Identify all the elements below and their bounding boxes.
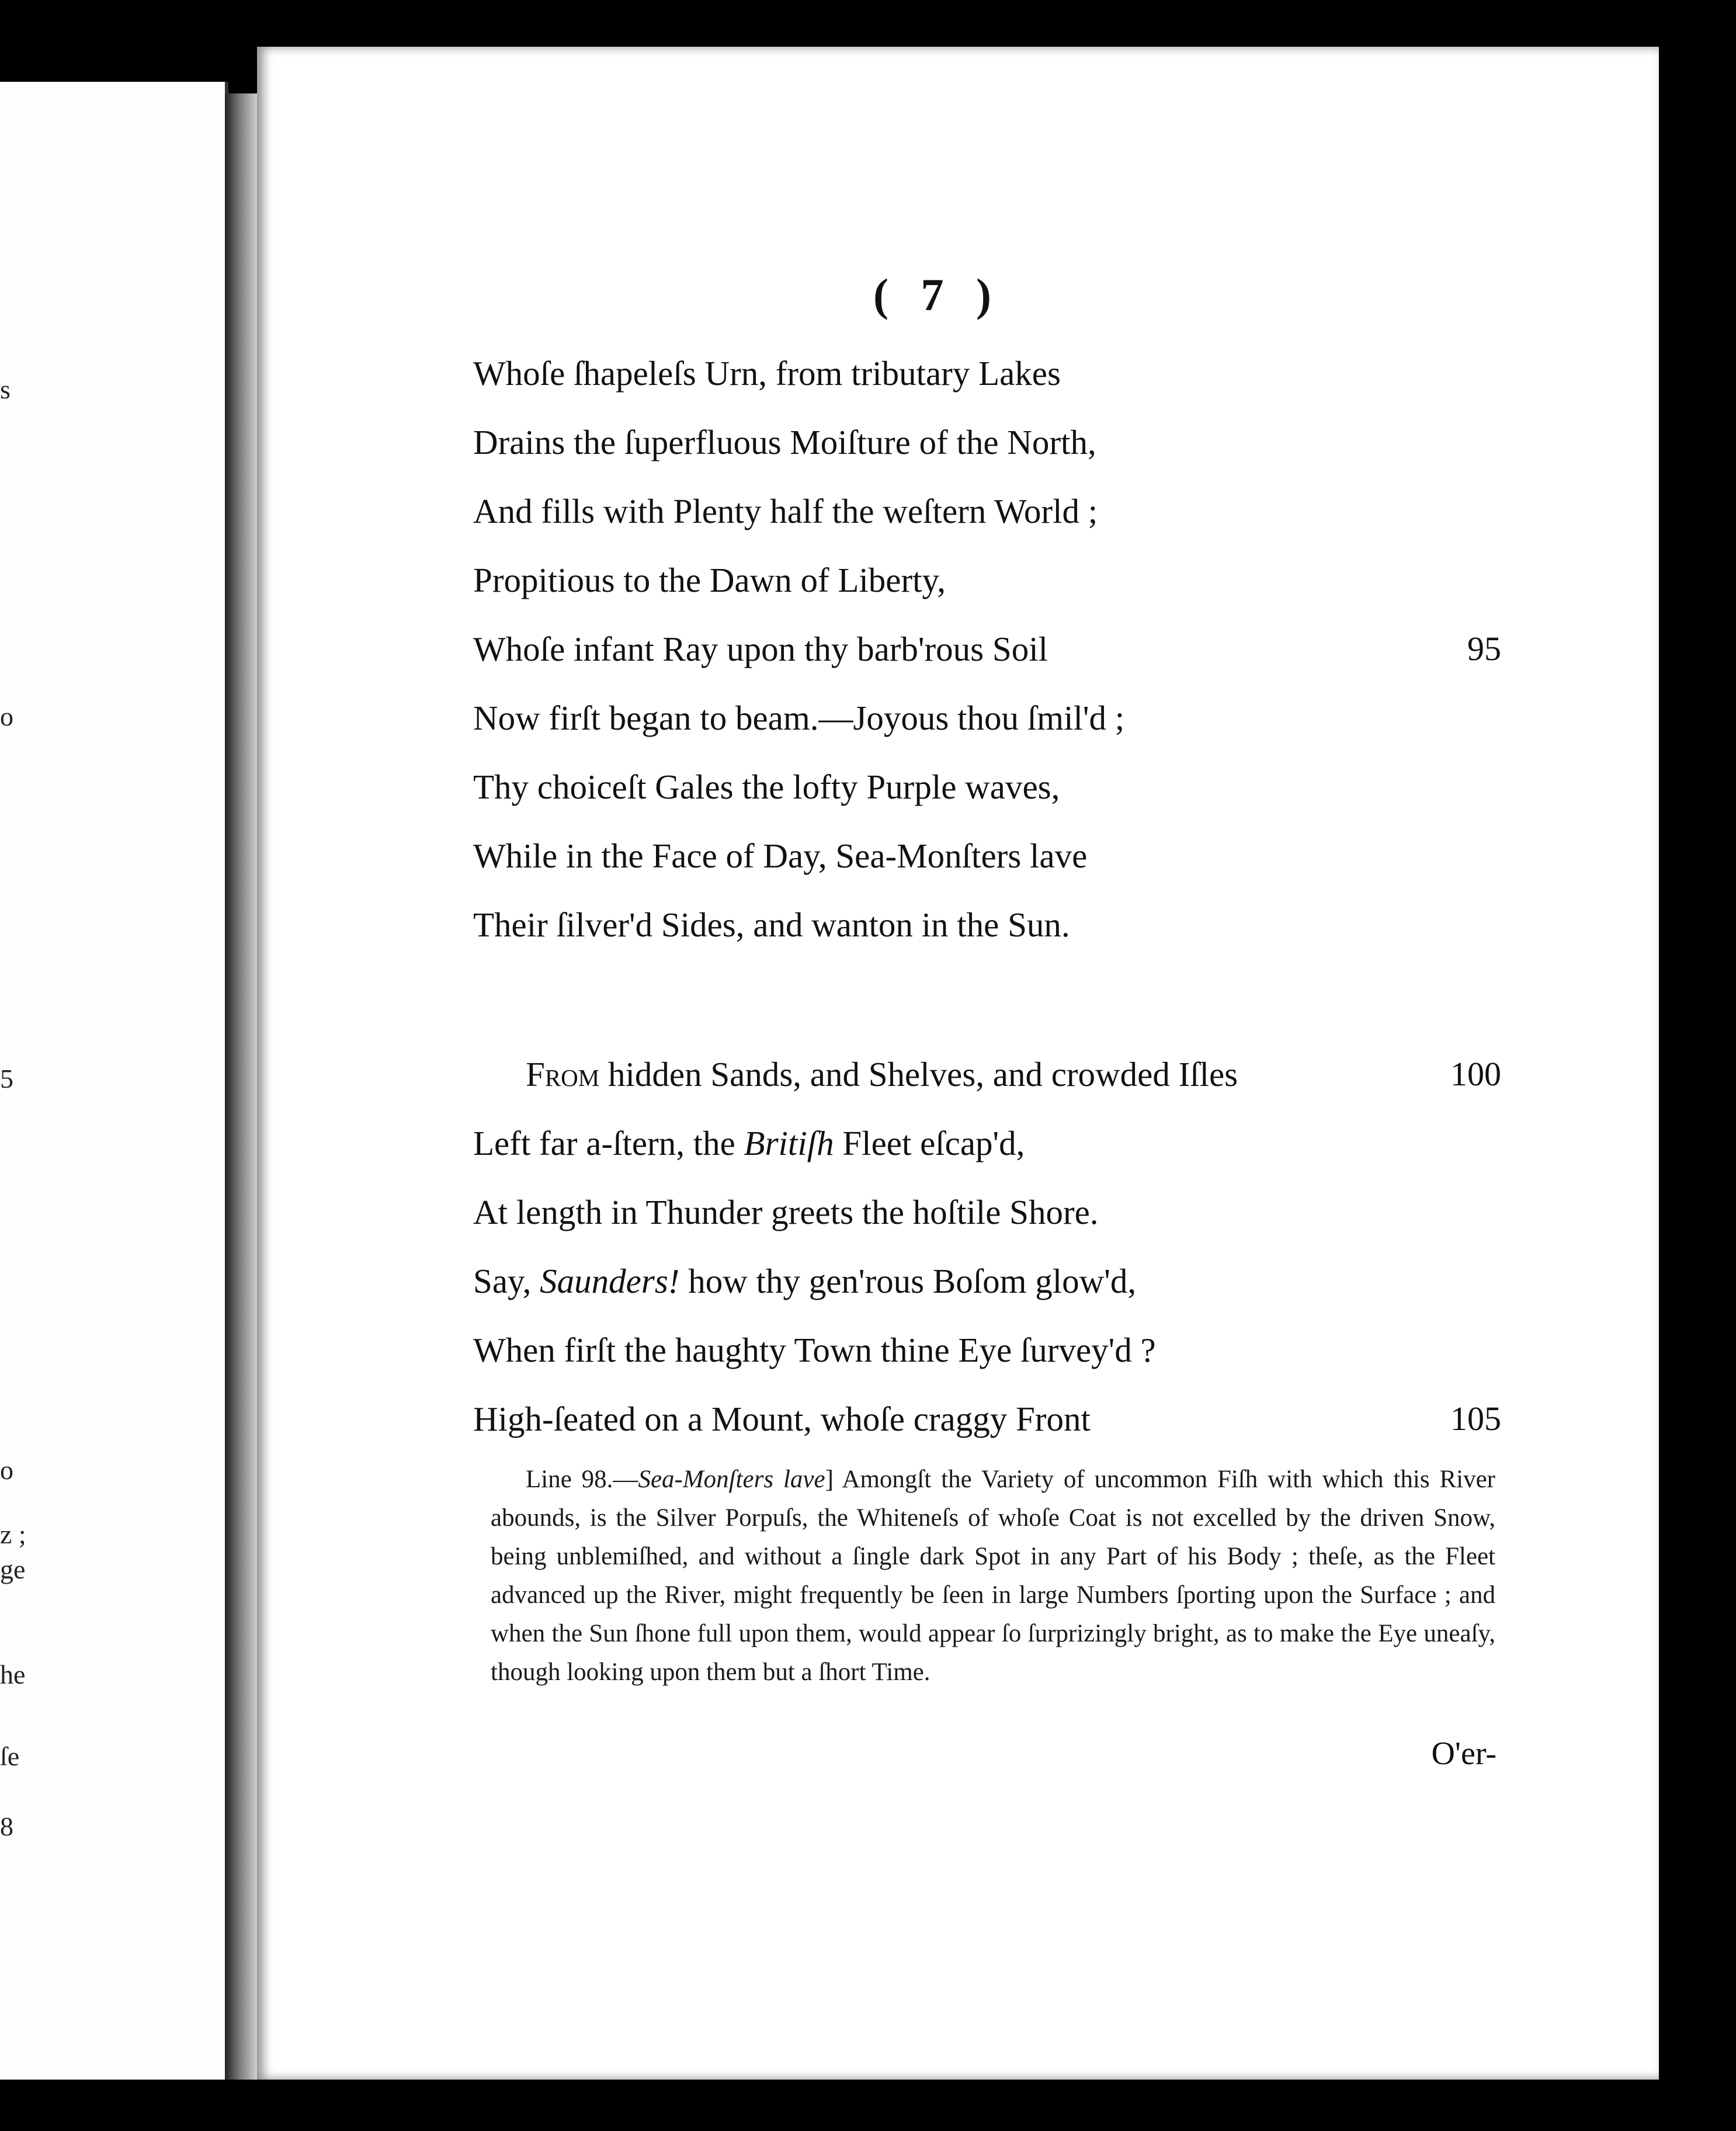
left-fragment: o xyxy=(0,1455,13,1485)
verse-line: Propitious to the Dawn of Liberty, xyxy=(473,561,946,599)
verse-line: Say, Saunders! how thy gen'rous Boſom glow'd, xyxy=(473,1262,1137,1300)
left-fragment: he xyxy=(0,1660,26,1689)
verse-line: While in the Face of Day, Sea-Monſters lave xyxy=(473,837,1088,875)
stanza-opening-word: From xyxy=(526,1055,600,1094)
left-fragment: ſe xyxy=(0,1741,20,1771)
previous-page-fragment xyxy=(0,82,228,2080)
book-gutter xyxy=(225,93,260,2080)
line-number: 95 xyxy=(1467,630,1501,668)
left-fragment: 5 xyxy=(0,1064,13,1094)
verse-line: Drains the ſuperfluous Moiſture of the North, xyxy=(473,423,1096,461)
line-number: 100 xyxy=(1450,1055,1501,1093)
catchword: O'er- xyxy=(1431,1736,1497,1772)
line-number: 105 xyxy=(1450,1400,1501,1438)
left-fragment: ge xyxy=(0,1554,26,1584)
verse-stanza-2 xyxy=(473,1040,1501,1453)
page-number: ( 7 ) xyxy=(873,269,1002,320)
verse-line: Thy choiceſt Gales the lofty Purple waves, xyxy=(473,768,1060,806)
verse-line: When firſt the haughty Town thine Eye ſurvey'd ? xyxy=(473,1331,1156,1369)
verse-stanza-1 xyxy=(473,339,1501,959)
verse-line: Now firſt began to beam.—Joyous thou ſmil'd ; xyxy=(473,699,1125,737)
left-fragment: z ; xyxy=(0,1519,26,1549)
verse-line: At length in Thunder greets the hoſtile Shore. xyxy=(473,1193,1099,1231)
verse-line: Left far a-ſtern, the Britiſh Fleet eſcap'd, xyxy=(473,1124,1025,1162)
left-fragment: o xyxy=(0,702,13,731)
left-fragment: s xyxy=(0,374,11,404)
verse-line: Whoſe infant Ray upon thy barb'rous Soil 95 xyxy=(473,615,1501,683)
left-fragment: 8 xyxy=(0,1811,13,1841)
verse-line: From hidden Sands, and Shelves, and crowded Iſles 100 xyxy=(473,1040,1501,1109)
footnote: Line 98.—Sea-Monſters lave] Amongſt the Variety of uncommon Fiſh with which this River abounds, is the Silver Porpuſs, the Whiteneſs of whoſe Coat is not excelled by the driven Snow, being unblemiſhed, and without a ſingle dark Spot in any Part of his Body ; theſe, as the Fleet advanced up the River, might frequently be ſeen in large Numbers ſporting upon the Surface ; and when the Sun ſhone full upon them, would appear ſo ſurprizingly bright, as to make the Eye uneaſy, though looking upon them but a ſhort Time. xyxy=(491,1466,1495,1686)
verse-line: High-ſeated on a Mount, whoſe craggy Front 105 xyxy=(473,1384,1501,1453)
verse-line: Their ſilver'd Sides, and wanton in the Sun. xyxy=(473,905,1070,944)
verse-line: And fills with Plenty half the weſtern World ; xyxy=(473,492,1098,530)
verse-line: Whoſe ſhapeleſs Urn, from tributary Lakes xyxy=(473,354,1061,393)
